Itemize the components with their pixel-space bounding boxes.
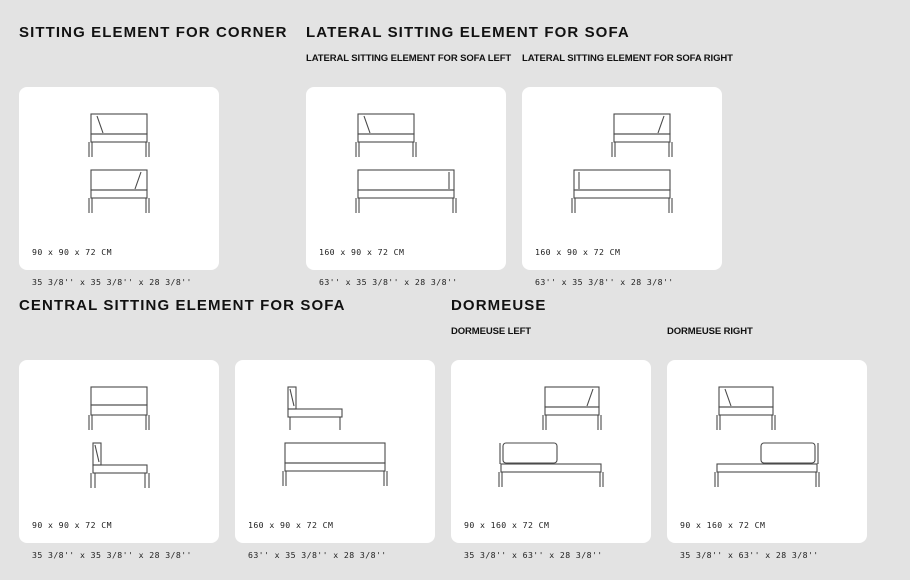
dimensions-inches: 63'' x 35 3/8'' x 28 3/8'' — [535, 277, 674, 287]
section-title-dormeuse: DORMEUSE — [451, 297, 547, 314]
product-card-central-160[interactable] — [235, 360, 435, 560]
dimensions — [248, 500, 387, 580]
product-card-corner[interactable] — [19, 87, 219, 287]
dimensions-cm: 160 x 90 x 72 CM — [319, 247, 405, 257]
dimensions-inches: 35 3/8'' x 63'' x 28 3/8'' — [680, 550, 819, 560]
product-card-lateral-right[interactable] — [522, 87, 722, 287]
product-card-dormeuse-left[interactable] — [451, 360, 651, 560]
section-title-lateral: LATERAL SITTING ELEMENT FOR SOFA — [306, 24, 630, 41]
dimensions-cm: 160 x 90 x 72 CM — [535, 247, 621, 257]
dimensions-cm: 90 x 160 x 72 CM — [464, 520, 550, 530]
dimensions — [535, 227, 674, 307]
dimensions — [32, 227, 192, 307]
dimensions — [319, 227, 458, 307]
subtitle-dormeuse-right: DORMEUSE RIGHT — [667, 326, 753, 337]
dimensions-cm: 160 x 90 x 72 CM — [248, 520, 334, 530]
dimensions-cm: 90 x 160 x 72 CM — [680, 520, 766, 530]
product-card-lateral-left[interactable] — [306, 87, 506, 287]
dimensions — [32, 500, 192, 580]
product-card-dormeuse-right[interactable] — [667, 360, 867, 560]
dimensions-inches: 63'' x 35 3/8'' x 28 3/8'' — [248, 550, 387, 560]
subtitle-lateral-right: LATERAL SITTING ELEMENT FOR SOFA RIGHT — [522, 53, 733, 64]
dimensions-inches: 35 3/8'' x 35 3/8'' x 28 3/8'' — [32, 550, 192, 560]
subtitle-dormeuse-left: DORMEUSE LEFT — [451, 326, 531, 337]
section-title-central: CENTRAL SITTING ELEMENT FOR SOFA — [19, 297, 346, 314]
dimensions-inches: 63'' x 35 3/8'' x 28 3/8'' — [319, 277, 458, 287]
dimensions — [464, 500, 603, 580]
dimensions-cm: 90 x 90 x 72 CM — [32, 520, 112, 530]
section-title-corner: SITTING ELEMENT FOR CORNER — [19, 24, 288, 41]
dimensions-inches: 35 3/8'' x 35 3/8'' x 28 3/8'' — [32, 277, 192, 287]
subtitle-lateral-left: LATERAL SITTING ELEMENT FOR SOFA LEFT — [306, 53, 512, 64]
dimensions-inches: 35 3/8'' x 63'' x 28 3/8'' — [464, 550, 603, 560]
product-card-central-90[interactable] — [19, 360, 219, 560]
dimensions — [680, 500, 819, 580]
dimensions-cm: 90 x 90 x 72 CM — [32, 247, 112, 257]
